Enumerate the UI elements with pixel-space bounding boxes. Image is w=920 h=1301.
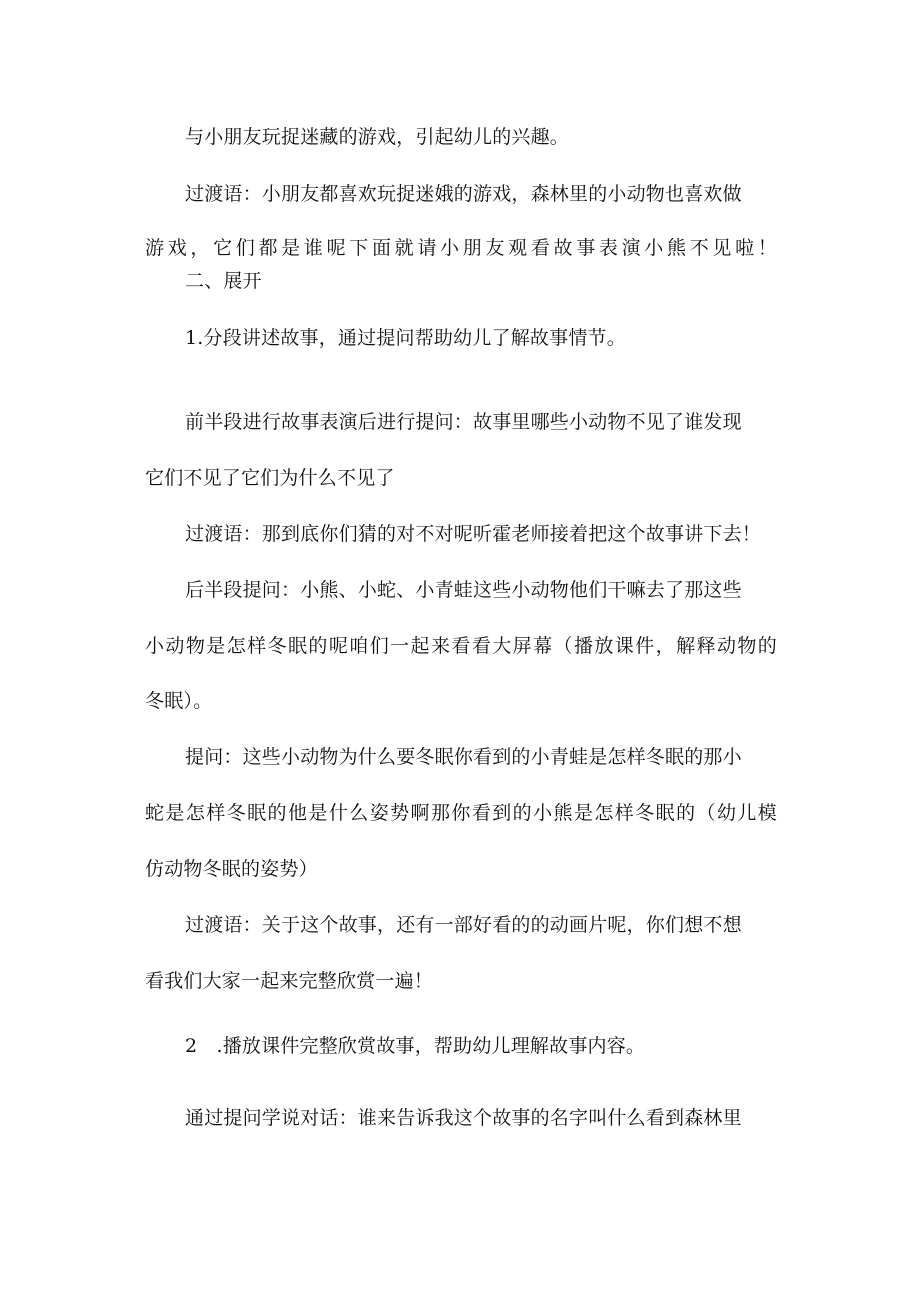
text-line: 前半段进行故事表演后进行提问：故事里哪些小动物不见了谁发现 [185,411,742,433]
numbered-item: 2 .播放课件完整欣赏故事，帮助幼儿理解故事内容。 [185,1035,646,1057]
text-line: 过渡语：小朋友都喜欢玩捉迷娥的游戏，森林里的小动物也喜欢做 [185,183,742,205]
text-line: 过渡语：那到底你们猜的对不对呢听霍老师接着把这个故事讲下去！ [185,523,762,545]
text-line: 游戏，它们都是谁呢下面就请小朋友观看故事表演小熊不见啦！ [145,237,777,259]
text-line: 它们不见了它们为什么不见了 [145,467,395,489]
text-line: 仿动物冬眠的姿势） [145,858,318,880]
text-line: 小动物是怎样冬眠的呢咱们一起来看看大屏幕（播放课件，解释动物的 [145,635,777,657]
text-line: 冬眠）。 [145,690,213,712]
text-line: 通过提问学说对话：谁来告诉我这个故事的名字叫什么看到森林里 [185,1107,742,1129]
text-line: 后半段提问：小熊、小蛇、小青蛙这些小动物他们干嘛去了那这些 [185,579,742,601]
numbered-item: 1.分段讲述故事，通过提问帮助幼儿了解故事情节。 [185,327,626,349]
text-line: 蛇是怎样冬眠的他是什么姿势啊那你看到的小熊是怎样冬眠的（幼儿模 [145,802,777,824]
text-line: 提问：这些小动物为什么要冬眠你看到的小青蛙是怎样冬眠的那小 [185,746,742,768]
text-line: 与小朋友玩捉迷藏的游戏，引起幼儿的兴趣。 [185,126,570,148]
section-heading: 二、展开 [185,270,262,292]
text-line: 看我们大家一起来完整欣赏一遍！ [145,970,434,992]
text-line: 过渡语：关于这个故事，还有一部好看的的动画片呢，你们想不想 [185,914,742,936]
